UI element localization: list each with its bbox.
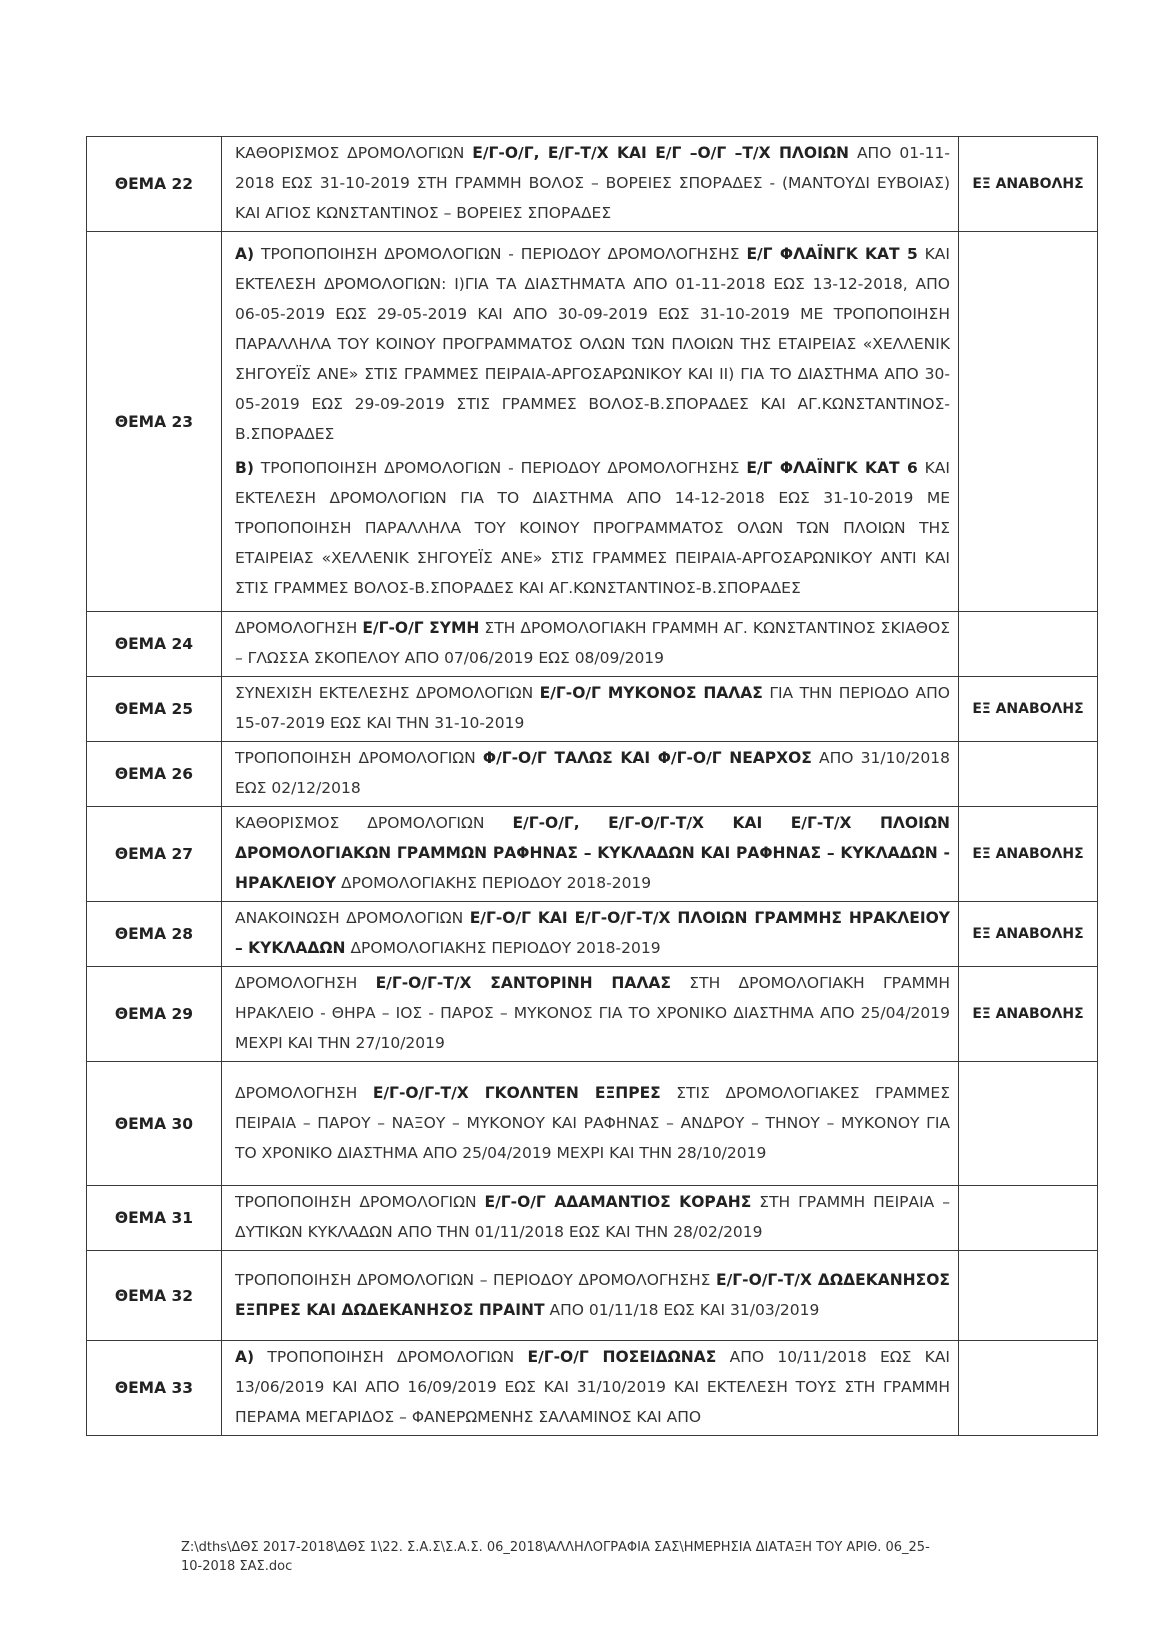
agenda-row	[87, 1341, 1098, 1436]
status-label: ΕΞ ΑΝΑΒΟΛΗΣ	[959, 677, 1098, 742]
agenda-row	[87, 807, 1098, 902]
text-segment: ΚΑΙ ΕΚΤΕΛΕΣΗ ΔΡΟΜΟΛΟΓΙΩΝ ΓΙΑ ΤΟ ΔΙΑΣΤΗΜΑ ΑΠΟ 14-12-2018 ΕΩΣ 31-10-2019 ΜΕ ΤΡΟΠΟΠΟΙΗΣΗ ΠΑΡΑΛΛΗΛΑ ΤΟΥ ΚΟΙΝΟΥ ΠΡΟΓΡΑΜΜΑΤΟΣ ΟΛΩΝ ΤΩΝ ΠΛΟΙΩΝ ΤΗΣ ΕΤΑΙΡΕΙΑΣ «ΧΕΛΛΕΝΙΚ ΣΗΓΟΥΕΪΣ ΑΝΕ» ΣΤΙΣ ΓΡΑΜΜΕΣ ΠΕΙΡΑΙΑ-ΑΡΓΟΣΑΡΩΝΙΚΟΥ ΑΝΤΙ ΚΑΙ ΣΤΙΣ ΓΡΑΜΜΕΣ ΒΟΛΟΣ-Β.ΣΠΟΡΑΔΕΣ ΚΑΙ ΑΓ.ΚΩΝΣΤΑΝΤΙΝΟΣ-Β.ΣΠΟΡΑΔΕΣ	[235, 458, 950, 597]
topic-description	[222, 1186, 959, 1251]
agenda-row	[87, 232, 1098, 612]
text-segment: ΤΡΟΠΟΠΟΙΗΣΗ ΔΡΟΜΟΛΟΓΙΩΝ - ΠΕΡΙΟΔΟΥ ΔΡΟΜΟΛΟΓΗΣΗΣ	[253, 458, 747, 477]
text-segment: ΔΡΟΜΟΛΟΓΗΣΗ	[235, 619, 363, 637]
bold-text-segment: Ε/Γ-Ο/Γ ΚΑΙ Ε/Γ-Ο/Γ-Τ/Χ ΠΛΟΙΩΝ ΓΡΑΜΜΗΣ ΗΡΑΚΛΕΙΟΥ – ΚΥΚΛΑΔΩΝ	[235, 909, 951, 957]
status-label	[959, 1251, 1098, 1341]
description-paragraph	[235, 613, 950, 673]
topic-description	[222, 1341, 959, 1436]
status-label	[959, 742, 1098, 807]
text-segment: ΑΝΑΚΟΙΝΩΣΗ ΔΡΟΜΟΛΟΓΙΩΝ	[235, 909, 470, 927]
topic-number: ΘΕΜΑ 27	[87, 807, 222, 902]
topic-description	[222, 967, 959, 1062]
agenda-row	[87, 742, 1098, 807]
topic-number: ΘΕΜΑ 32	[87, 1251, 222, 1341]
status-label: ΕΞ ΑΝΑΒΟΛΗΣ	[959, 807, 1098, 902]
topic-number: ΘΕΜΑ 29	[87, 967, 222, 1062]
agenda-row	[87, 1251, 1098, 1341]
status-label	[959, 1186, 1098, 1251]
bold-text-segment: Ε/Γ ΦΛΑΪΝΓΚ ΚΑΤ 5	[746, 244, 918, 263]
topic-description	[222, 1251, 959, 1341]
bold-text-segment: Ε/Γ-Ο/Γ-Τ/Χ ΣΑΝΤΟΡΙΝΗ ΠΑΛΑΣ	[375, 974, 671, 992]
text-segment: ΤΡΟΠΟΠΟΙΗΣΗ ΔΡΟΜΟΛΟΓΙΩΝ	[235, 1193, 485, 1211]
description-paragraph	[235, 138, 950, 228]
topic-description	[222, 677, 959, 742]
bold-text-segment: Ε/Γ-Ο/Γ ΑΔΑΜΑΝΤΙΟΣ ΚΟΡΑΗΣ	[484, 1193, 752, 1211]
description-paragraph	[235, 239, 950, 449]
text-segment: ΑΠΟ 01-11-2018 ΕΩΣ 31-10-2019 ΣΤΗ ΓΡΑΜΜΗ ΒΟΛΟΣ – ΒΟΡΕΙΕΣ ΣΠΟΡΑΔΕΣ - (ΜΑΝΤΟΥΔΙ ΕΥΒΟΙΑΣ) ΚΑΙ ΑΓΙΟΣ ΚΩΝΣΤΑΝΤΙΝΟΣ – ΒΟΡΕΙΕΣ ΣΠΟΡΑΔΕΣ	[235, 144, 950, 222]
text-segment: ΔΡΟΜΟΛΟΓΗΣΗ	[235, 974, 376, 992]
status-label	[959, 1341, 1098, 1436]
text-segment: ΔΡΟΜΟΛΟΓΙΑΚΗΣ ΠΕΡΙΟΔΟΥ 2018-2019	[336, 874, 652, 892]
bold-text-segment: Ε/Γ-Ο/Γ, Ε/Γ-Ο/Γ-Τ/Χ ΚΑΙ Ε/Γ-Τ/Χ ΠΛΟΙΩΝ ΔΡΟΜΟΛΟΓΙΑΚΩΝ ΓΡΑΜΜΩΝ ΡΑΦΗΝΑΣ – ΚΥΚΛΑΔΩΝ ΚΑΙ ΡΑΦΗΝΑΣ – ΚΥΚΛΑΔΩΝ - ΗΡΑΚΛΕΙΟΥ	[235, 814, 951, 892]
topic-number: ΘΕΜΑ 24	[87, 612, 222, 677]
bold-text-segment: Ε/Γ-Ο/Γ ΠΟΣΕΙΔΩΝΑΣ	[527, 1348, 717, 1366]
bold-text-segment: Α)	[235, 244, 255, 263]
description-paragraph	[235, 453, 950, 603]
text-segment: ΑΠΟ 31/10/2018 ΕΩΣ 02/12/2018	[235, 749, 951, 797]
text-segment: ΚΑΙ ΕΚΤΕΛΕΣΗ ΔΡΟΜΟΛΟΓΙΩΝ: Ι)ΓΙΑ ΤΑ ΔΙΑΣΤΗΜΑΤΑ ΑΠΟ 01-11-2018 ΕΩΣ 13-12-2018, ΑΠΟ 06-05-2019 ΕΩΣ 29-05-2019 ΚΑΙ ΑΠΟ 30-09-2019 ΕΩΣ 31-10-2019 ΜΕ ΤΡΟΠΟΠΟΙΗΣΗ ΠΑΡΑΛΛΗΛΑ ΤΟΥ ΚΟΙΝΟΥ ΠΡΟΓΡΑΜΜΑΤΟΣ ΟΛΩΝ ΤΩΝ ΠΛΟΙΩΝ ΤΗΣ ΕΤΑΙΡΕΙΑΣ «ΧΕΛΛΕΝΙΚ ΣΗΓΟΥΕΪΣ ΑΝΕ» ΣΤΙΣ ΓΡΑΜΜΕΣ ΠΕΙΡΑΙΑ-ΑΡΓΟΣΑΡΩΝΙΚΟΥ ΚΑΙ ΙΙ) ΓΙΑ ΤΟ ΔΙΑΣΤΗΜΑ ΑΠΟ 30-05-2019 ΕΩΣ 29-09-2019 ΣΤΙΣ ΓΡΑΜΜΕΣ ΒΟΛΟΣ-Β.ΣΠΟΡΑΔΕΣ ΚΑΙ ΑΓ.ΚΩΝΣΤΑΝΤΙΝΟΣ-Β.ΣΠΟΡΑΔΕΣ	[235, 244, 950, 443]
agenda-row	[87, 677, 1098, 742]
file-path-footer	[181, 1538, 1001, 1576]
topic-description	[222, 902, 959, 967]
description-paragraph	[235, 678, 950, 738]
file-path-line-2: 10-2018 ΣΑΣ.doc	[181, 1559, 293, 1574]
description-paragraph	[235, 1342, 950, 1432]
file-path-line-1: Z:\dths\ΔΘΣ 2017-2018\ΔΘΣ 1\22. Σ.Α.Σ\Σ.Α.Σ. 06_2018\ΑΛΛΗΛΟΓΡΑΦΙΑ ΣΑΣ\ΗΜΕΡΗΣΙΑ ΔΙΑΤΑΞΗ ΤΟΥ ΑΡΙΘ. 06_25-	[181, 1540, 930, 1555]
text-segment: ΤΡΟΠΟΠΟΙΗΣΗ ΔΡΟΜΟΛΟΓΙΩΝ – ΠΕΡΙΟΔΟΥ ΔΡΟΜΟΛΟΓΗΣΗΣ	[235, 1270, 717, 1289]
bold-text-segment: Φ/Γ-Ο/Γ ΤΑΛΩΣ ΚΑΙ Φ/Γ-Ο/Γ ΝΕΑΡΧΟΣ	[482, 749, 812, 767]
bold-text-segment: Ε/Γ-Ο/Γ ΣΥΜΗ	[362, 619, 480, 637]
description-paragraph	[235, 1187, 950, 1247]
status-label: ΕΞ ΑΝΑΒΟΛΗΣ	[959, 137, 1098, 232]
bold-text-segment: Β)	[235, 458, 254, 477]
description-paragraph	[235, 1078, 950, 1168]
agenda-row	[87, 612, 1098, 677]
text-segment: ΤΡΟΠΟΠΟΙΗΣΗ ΔΡΟΜΟΛΟΓΙΩΝ	[254, 1348, 528, 1366]
agenda-table	[86, 136, 1098, 1436]
topic-number: ΘΕΜΑ 23	[87, 232, 222, 612]
topic-description	[222, 742, 959, 807]
text-segment: ΚΑΘΟΡΙΣΜΟΣ ΔΡΟΜΟΛΟΓΙΩΝ	[235, 814, 513, 832]
status-label	[959, 1062, 1098, 1186]
text-segment: ΣΤΙΣ ΔΡΟΜΟΛΟΓΙΑΚΕΣ ΓΡΑΜΜΕΣ ΠΕΙΡΑΙΑ – ΠΑΡΟΥ – ΝΑΞΟΥ – ΜΥΚΟΝΟΥ ΚΑΙ ΡΑΦΗΝΑΣ – ΑΝΔΡΟΥ – ΤΗΝΟΥ – ΜΥΚΟΝΟΥ ΓΙΑ ΤΟ ΧΡΟΝΙΚΟ ΔΙΑΣΤΗΜΑ ΑΠΟ 25/04/2019 ΜΕΧΡΙ ΚΑΙ ΤΗΝ 28/10/2019	[235, 1083, 950, 1162]
text-segment: ΑΠΟ 10/11/2018 ΕΩΣ ΚΑΙ 13/06/2019 ΚΑΙ ΑΠΟ 16/09/2019 ΕΩΣ ΚΑΙ 31/10/2019 ΚΑΙ ΕΚΤΕΛΕΣΗ ΤΟΥΣ ΣΤΗ ΓΡΑΜΜΗ ΠΕΡΑΜΑ ΜΕΓΑΡΙΔΟΣ – ΦΑΝΕΡΩΜΕΝΗΣ ΣΑΛΑΜΙΝΟΣ ΚΑΙ ΑΠΟ	[235, 1348, 951, 1426]
topic-description	[222, 612, 959, 677]
agenda-row	[87, 1186, 1098, 1251]
topic-number: ΘΕΜΑ 28	[87, 902, 222, 967]
description-paragraph	[235, 808, 950, 898]
topic-number: ΘΕΜΑ 33	[87, 1341, 222, 1436]
agenda-row	[87, 1062, 1098, 1186]
agenda-table-body	[87, 137, 1098, 1436]
description-paragraph	[235, 903, 950, 963]
text-segment: ΔΡΟΜΟΛΟΓΗΣΗ	[235, 1083, 373, 1102]
topic-description	[222, 1062, 959, 1186]
text-segment: ΚΑΘΟΡΙΣΜΟΣ ΔΡΟΜΟΛΟΓΙΩΝ	[235, 144, 473, 162]
topic-number: ΘΕΜΑ 26	[87, 742, 222, 807]
topic-number: ΘΕΜΑ 31	[87, 1186, 222, 1251]
text-segment: ΣΤΗ ΓΡΑΜΜΗ ΠΕΙΡΑΙΑ – ΔΥΤΙΚΩΝ ΚΥΚΛΑΔΩΝ ΑΠΟ ΤΗΝ 01/11/2018 ΕΩΣ ΚΑΙ ΤΗΝ 28/02/2019	[235, 1193, 950, 1241]
topic-number: ΘΕΜΑ 30	[87, 1062, 222, 1186]
status-label: ΕΞ ΑΝΑΒΟΛΗΣ	[959, 967, 1098, 1062]
topic-description	[222, 232, 959, 612]
bold-text-segment: Α)	[235, 1348, 255, 1366]
topic-number: ΘΕΜΑ 22	[87, 137, 222, 232]
bold-text-segment: Ε/Γ-Ο/Γ-Τ/Χ ΓΚΟΛΝΤΕΝ ΕΞΠΡΕΣ	[372, 1083, 661, 1102]
text-segment: ΑΠΟ 01/11/18 ΕΩΣ ΚΑΙ 31/03/2019	[544, 1300, 820, 1319]
text-segment: ΤΡΟΠΟΠΟΙΗΣΗ ΔΡΟΜΟΛΟΓΙΩΝ - ΠΕΡΙΟΔΟΥ ΔΡΟΜΟΛΟΓΗΣΗΣ	[254, 244, 747, 263]
bold-text-segment: Ε/Γ-Ο/Γ-Τ/Χ ΔΩΔΕΚΑΝΗΣΟΣ ΕΞΠΡΕΣ ΚΑΙ ΔΩΔΕΚΑΝΗΣΟΣ ΠΡΑΙΝΤ	[235, 1270, 950, 1319]
topic-number: ΘΕΜΑ 25	[87, 677, 222, 742]
text-segment: ΤΡΟΠΟΠΟΙΗΣΗ ΔΡΟΜΟΛΟΓΙΩΝ	[235, 749, 483, 767]
bold-text-segment: Ε/Γ-Ο/Γ, Ε/Γ-Τ/Χ ΚΑΙ Ε/Γ –Ο/Γ –Τ/Χ ΠΛΟΙΩΝ	[472, 144, 850, 162]
text-segment: ΣΤΗ ΔΡΟΜΟΛΟΓΙΑΚΗ ΓΡΑΜΜΗ ΗΡΑΚΛΕΙΟ - ΘΗΡΑ – ΙΟΣ - ΠΑΡΟΣ – ΜΥΚΟΝΟΣ ΓΙΑ ΤΟ ΧΡΟΝΙΚΟ ΔΙΑΣΤΗΜΑ ΑΠΟ 25/04/2019 ΜΕΧΡΙ ΚΑΙ ΤΗΝ 27/10/2019	[235, 974, 950, 1052]
status-label: ΕΞ ΑΝΑΒΟΛΗΣ	[959, 902, 1098, 967]
description-paragraph	[235, 1265, 950, 1325]
text-segment: ΣΥΝΕΧΙΣΗ ΕΚΤΕΛΕΣΗΣ ΔΡΟΜΟΛΟΓΙΩΝ	[235, 684, 540, 702]
bold-text-segment: Ε/Γ ΦΛΑΪΝΓΚ ΚΑΤ 6	[746, 458, 918, 477]
text-segment: ΔΡΟΜΟΛΟΓΙΑΚΗΣ ΠΕΡΙΟΔΟΥ 2018-2019	[345, 939, 661, 957]
description-paragraph	[235, 743, 950, 803]
agenda-row	[87, 967, 1098, 1062]
agenda-row	[87, 137, 1098, 232]
status-label	[959, 232, 1098, 612]
topic-description	[222, 137, 959, 232]
topic-description	[222, 807, 959, 902]
description-paragraph	[235, 968, 950, 1058]
text-segment: ΣΤΗ ΔΡΟΜΟΛΟΓΙΑΚΗ ΓΡΑΜΜΗ ΑΓ. ΚΩΝΣΤΑΝΤΙΝΟΣ ΣΚΙΑΘΟΣ – ΓΛΩΣΣΑ ΣΚΟΠΕΛΟΥ ΑΠΟ 07/06/2019 ΕΩΣ 08/09/2019	[235, 619, 950, 667]
agenda-row	[87, 902, 1098, 967]
text-segment: ΓΙΑ ΤΗΝ ΠΕΡΙΟΔΟ ΑΠΟ 15-07-2019 ΕΩΣ ΚΑΙ ΤΗΝ 31-10-2019	[235, 684, 950, 732]
status-label	[959, 612, 1098, 677]
bold-text-segment: Ε/Γ-Ο/Γ ΜΥΚΟΝΟΣ ΠΑΛΑΣ	[539, 684, 763, 702]
